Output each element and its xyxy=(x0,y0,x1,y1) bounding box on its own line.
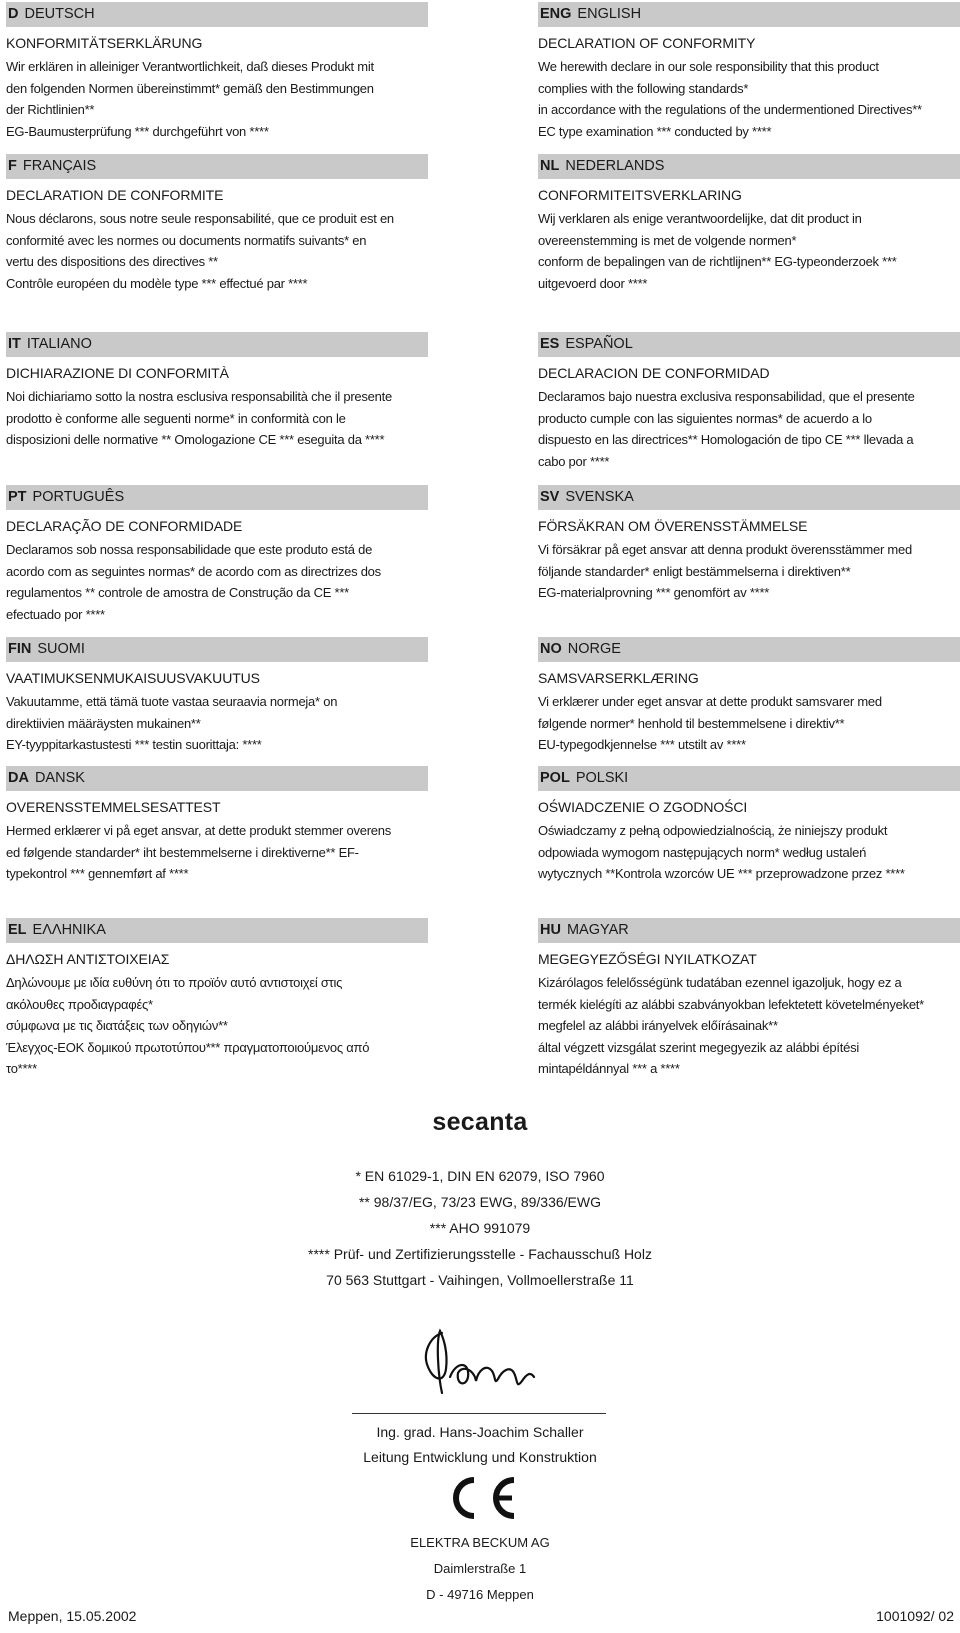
declaration-text xyxy=(538,691,960,756)
text-line: Δηλώνουμε με ιδία ευθύνη ότι το προϊόν αυτό αντιστοιχεί στις xyxy=(6,975,343,990)
declaration-text xyxy=(6,386,428,451)
text-line: disposizioni delle normative ** Omologazione CE *** eseguita da **** xyxy=(6,432,385,447)
language-code: HU xyxy=(540,922,561,938)
text-line: Nous déclarons, sous notre seule responsabilité, que ce produit est en xyxy=(6,211,394,226)
company-name: ELEKTRA BECKUM AG xyxy=(410,1535,550,1550)
language-code: DA xyxy=(8,770,29,786)
text-line: den folgenden Normen übereinstimmt* gemäß den Bestimmungen xyxy=(6,80,374,96)
language-name: SVENSKA xyxy=(565,489,634,505)
text-line: Declaramos bajo nuestra exclusiva responsabilidad, que el presente xyxy=(538,389,915,404)
declaration-heading: MEGEGYEZŐSÉGI NYILATKOZAT xyxy=(538,951,757,967)
text-line: complies with the following standards* xyxy=(538,80,749,96)
language-name: NEDERLANDS xyxy=(565,158,665,174)
text-line: Wij verklaren als enige verantwoordelijke, dat dit product in xyxy=(538,211,862,226)
language-code: IT xyxy=(8,336,21,352)
text-line: Wir erklären in alleiniger Verantwortlichkeit, daß dieses Produkt mit xyxy=(6,59,374,74)
language-code: ENG xyxy=(540,6,572,22)
language-name: NORGE xyxy=(567,641,621,657)
signatory-block xyxy=(0,1420,960,1470)
declaration-heading: DECLARATION OF CONFORMITY xyxy=(538,35,756,51)
language-code: EL xyxy=(8,922,27,938)
section-no xyxy=(538,637,960,756)
declaration-text xyxy=(6,56,428,142)
section-hu xyxy=(538,918,960,1080)
language-bar xyxy=(538,2,960,27)
text-line: EC type examination *** conducted by **** xyxy=(538,123,772,139)
text-line: We herewith declare in our sole responsibility that this product xyxy=(538,59,879,74)
text-line: typekontrol *** gennemført af **** xyxy=(6,866,189,881)
company-city: D - 49716 Meppen xyxy=(426,1587,534,1602)
declaration-heading: FÖRSÄKRAN OM ÖVERENSSTÄMMELSE xyxy=(538,518,808,534)
text-line: ακόλουθες προδιαγραφές* xyxy=(6,996,153,1012)
language-name: ENGLISH xyxy=(577,6,642,22)
language-bar xyxy=(6,154,428,179)
text-line: følgende normer* henhold til bestemmelsene i direktiv** xyxy=(538,715,845,731)
declaration-text xyxy=(6,691,428,756)
section-eng xyxy=(538,2,960,142)
company-street: Daimlerstraße 1 xyxy=(433,1561,527,1576)
declaration-text xyxy=(538,539,960,604)
language-code: NO xyxy=(540,641,562,657)
text-line: Vi försäkrar på eget ansvar att denna produkt överensstämmer med xyxy=(538,542,912,557)
section-el xyxy=(6,918,428,1080)
text-line: EY-tyyppitarkastustesti *** testin suorittaja: **** xyxy=(6,737,262,752)
declaration-text xyxy=(6,972,428,1080)
language-name: DANSK xyxy=(34,770,85,786)
text-line: efectuado por **** xyxy=(6,606,105,622)
language-bar xyxy=(6,332,428,357)
text-line: prodotto è conforme alle seguenti norme* in conformità con le xyxy=(6,410,346,426)
section-fr xyxy=(6,154,428,294)
text-line: το**** xyxy=(6,1061,37,1076)
text-line: termék kielégíti az alábbi szabványokban lefektetett követelményeket* xyxy=(538,996,924,1012)
text-line: Vakuutamme, että tämä tuote vastaa seuraavia normeja* on xyxy=(6,694,338,709)
text-line: odpowiada wymogom następujących norm* według ustaleń xyxy=(538,844,867,860)
declaration-heading: DECLARACION DE CONFORMIDAD xyxy=(538,365,770,381)
declaration-heading: SAMSVARSERKLÆRING xyxy=(538,670,699,686)
declaration-heading: OVERENSSTEMMELSESATTEST xyxy=(6,799,221,815)
place-date: Meppen, 15.05.2002 xyxy=(8,1608,137,1624)
language-bar xyxy=(538,766,960,791)
language-bar xyxy=(538,154,960,179)
declaration-text xyxy=(538,972,960,1080)
norm-line: ** 98/37/EG, 73/23 EWG, 89/336/EWG xyxy=(358,1194,601,1210)
language-bar xyxy=(6,766,428,791)
declaration-heading: DECLARAÇÃO DE CONFORMIDADE xyxy=(6,518,243,534)
declaration-text xyxy=(538,386,960,472)
language-name: ITALIANO xyxy=(26,336,92,352)
text-line: conformité avec les normes ou documents normatifs suivants* en xyxy=(6,232,367,248)
text-line: megfelel az alábbi irányelvek előírásainak** xyxy=(538,1018,778,1033)
language-bar xyxy=(6,918,428,943)
language-bar xyxy=(6,485,428,510)
declaration-text xyxy=(6,539,428,625)
text-line: mintapéldánnyal *** a **** xyxy=(538,1061,680,1076)
language-name: PORTUGUÊS xyxy=(32,489,125,505)
language-code: ES xyxy=(540,336,560,352)
language-bar xyxy=(538,332,960,357)
text-line: dispuesto en las directrices** Homologación de tipo CE *** llevada a xyxy=(538,432,914,447)
norm-line: *** AHO 991079 xyxy=(429,1220,531,1236)
section-fin xyxy=(6,637,428,756)
company-address xyxy=(0,1530,960,1608)
language-name: DEUTSCH xyxy=(24,6,95,22)
norms-list xyxy=(0,1163,960,1293)
norm-line: **** Prüf- und Zertifizierungsstelle - Fachausschuß Holz xyxy=(308,1246,652,1262)
text-line: wytycznych **Kontrola wzorców UE *** przeprowadzone przez **** xyxy=(538,866,905,881)
language-name: FRANÇAIS xyxy=(22,158,97,174)
text-line: által végzett vizsgálat szerint megegyezik az alábbi építési xyxy=(538,1039,860,1055)
signatory-name: Ing. grad. Hans-Joachim Schaller xyxy=(376,1424,584,1440)
text-line: conform de bepalingen van de richtlijnen** EG-typeonderzoek *** xyxy=(538,254,897,269)
text-line: Contrôle européen du modèle type *** effectué par **** xyxy=(6,275,308,291)
section-es xyxy=(538,332,960,472)
declaration-heading: DECLARATION DE CONFORMITE xyxy=(6,187,224,203)
text-line: EU-typegodkjennelse *** utstilt av **** xyxy=(538,737,746,752)
language-bar xyxy=(6,637,428,662)
section-pt xyxy=(6,485,428,625)
declaration-heading: CONFORMITEITSVERKLARING xyxy=(538,187,742,203)
declaration-text xyxy=(538,56,960,142)
brand-logo-text: secanta xyxy=(432,1108,528,1136)
language-bar xyxy=(6,2,428,27)
text-line: cabo por **** xyxy=(538,453,610,469)
declaration-text xyxy=(538,820,960,885)
text-line: Έλεγχος-ΕΟΚ δομικού πρωτοτύπου*** πραγματοποιούμενος από xyxy=(6,1039,370,1055)
declaration-heading: VAATIMUKSENMUKAISUUSVAKUUTUS xyxy=(6,670,260,686)
ce-mark-icon xyxy=(440,1474,520,1527)
language-bar xyxy=(538,918,960,943)
declaration-heading: DICHIARAZIONE DI CONFORMITÀ xyxy=(6,365,229,381)
declaration-heading: OŚWIADCZENIE O ZGODNOŚCI xyxy=(538,799,748,815)
norm-line: * EN 61029-1, DIN EN 62079, ISO 7960 xyxy=(355,1168,605,1184)
declaration-text xyxy=(6,208,428,294)
text-line: der Richtlinien** xyxy=(6,102,95,117)
declaration-text xyxy=(538,208,960,294)
language-code: FIN xyxy=(8,641,32,657)
language-code: F xyxy=(8,158,17,174)
language-name: SUOMI xyxy=(37,641,85,657)
declaration-heading: KONFORMITÄTSERKLÄRUNG xyxy=(6,35,203,51)
language-name: ΕΛΛΗΝΙΚΑ xyxy=(32,922,106,938)
language-name: MAGYAR xyxy=(566,922,629,938)
signature-image xyxy=(400,1325,550,1410)
text-line: EG-Baumusterprüfung *** durchgeführt von **** xyxy=(6,123,269,139)
text-line: Kizárólagos felelősségünk tudatában ezennel igazoljuk, hogy ez a xyxy=(538,975,902,990)
text-line: EG-materialprovning *** genomfört av **** xyxy=(538,585,770,600)
text-line: Hermed erklærer vi på eget ansvar, at dette produkt stemmer overens xyxy=(6,823,391,838)
text-line: σύμφωνα με τις διατάξεις των οδηγιών** xyxy=(6,1018,228,1033)
text-line: regulamentos ** controle de amostra de Construção da CE *** xyxy=(6,585,349,600)
text-line: Vi erklærer under eget ansvar at dette produkt samsvarer med xyxy=(538,694,882,709)
language-code: NL xyxy=(540,158,560,174)
norm-line: 70 563 Stuttgart - Vaihingen, Vollmoellerstraße 11 xyxy=(326,1272,634,1288)
language-code: D xyxy=(8,6,19,22)
declaration-text xyxy=(6,820,428,885)
section-nl xyxy=(538,154,960,294)
document-number: 1001092/ 02 xyxy=(876,1608,954,1624)
text-line: overeenstemming is met de volgende normen* xyxy=(538,232,797,248)
text-line: acordo com as seguintes normas* de acordo com as directrizes dos xyxy=(6,563,381,579)
text-line: följande standarder* enligt bestämmelserna i direktiven** xyxy=(538,563,851,579)
signature-line xyxy=(352,1413,606,1414)
text-line: Noi dichiariamo sotto la nostra esclusiva responsabilità che il presente xyxy=(6,389,392,404)
language-bar xyxy=(538,637,960,662)
section-sv xyxy=(538,485,960,604)
text-line: ed følgende standarder* iht bestemmelserne i direktiverne** EF- xyxy=(6,844,359,860)
text-line: Oświadczamy z pełną odpowiedzialnością, że niniejszy produkt xyxy=(538,823,888,838)
section-pol xyxy=(538,766,960,885)
signatory-title: Leitung Entwicklung und Konstruktion xyxy=(363,1449,597,1465)
text-line: vertu des dispositions des directives ** xyxy=(6,254,218,269)
declaration-heading: ΔΗΛΩΣΗ ΑΝΤΙΣΤΟΙΧΕΙΑΣ xyxy=(6,951,170,967)
section-da xyxy=(6,766,428,885)
language-bar xyxy=(538,485,960,510)
text-line: producto cumple con las siguientes normas* de acuerdo a lo xyxy=(538,410,872,426)
language-name: POLSKI xyxy=(575,770,629,786)
text-line: Declaramos sob nossa responsabilidade que este produto está de xyxy=(6,542,373,557)
language-name: ESPAÑOL xyxy=(565,336,633,352)
language-code: POL xyxy=(540,770,570,786)
language-code: SV xyxy=(540,489,560,505)
section-de xyxy=(6,2,428,142)
text-line: uitgevoerd door **** xyxy=(538,275,648,291)
text-line: in accordance with the regulations of the undermentioned Directives** xyxy=(538,102,922,117)
section-it xyxy=(6,332,428,451)
language-code: PT xyxy=(8,489,27,505)
text-line: direktiivien määräysten mukainen** xyxy=(6,715,201,731)
